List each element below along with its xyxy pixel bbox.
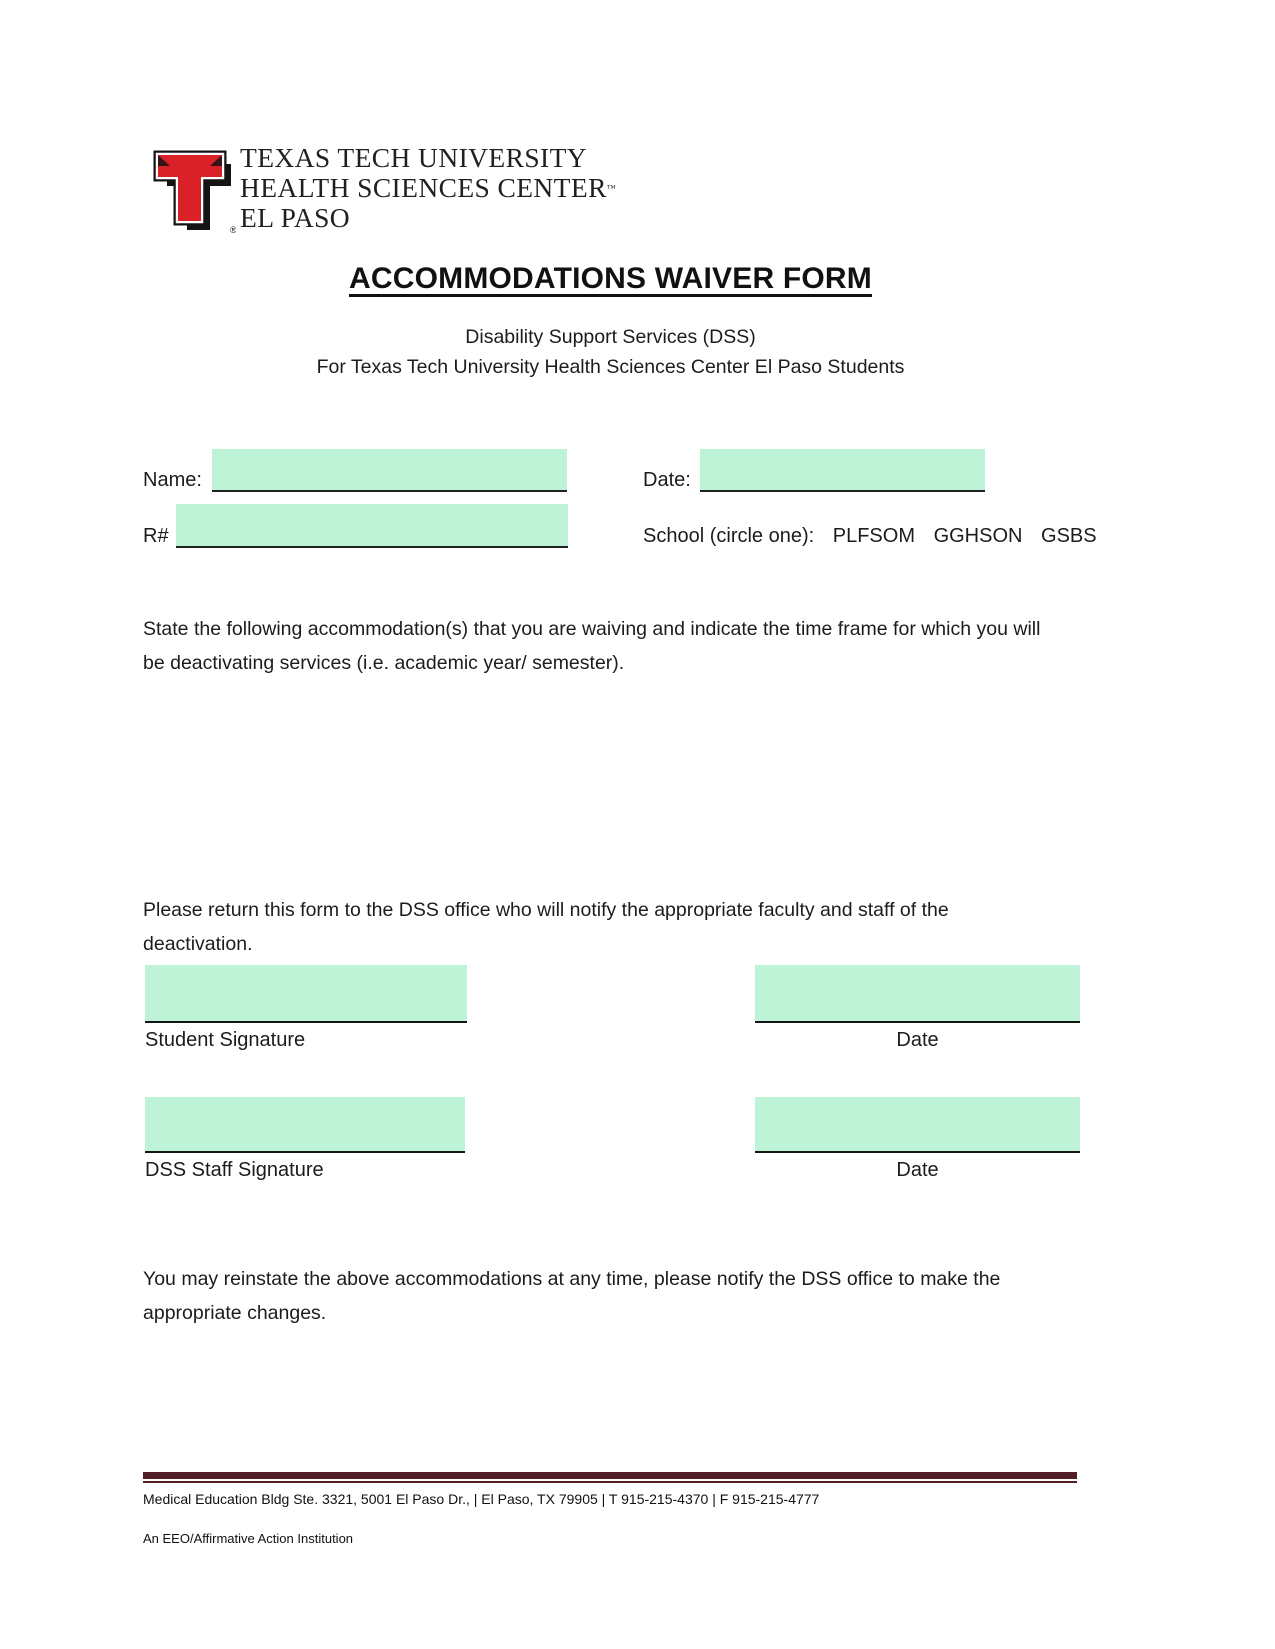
- wordmark-line-1: TEXAS TECH UNIVERSITY: [240, 142, 588, 173]
- staff-signature-field[interactable]: [145, 1097, 465, 1153]
- staff-date-field[interactable]: [755, 1097, 1080, 1153]
- footer-eeo-note: An EEO/Affirmative Action Institution: [143, 1531, 354, 1546]
- trademark-symbol: ™: [606, 183, 616, 193]
- name-field[interactable]: [212, 449, 567, 492]
- wordmark-line-2: HEALTH SCIENCES CENTER™: [240, 172, 616, 203]
- date-field[interactable]: [700, 449, 985, 492]
- staff-signature-label: DSS Staff Signature: [145, 1159, 324, 1181]
- date-label: Date:: [643, 469, 691, 491]
- double-t-logo: [146, 145, 236, 239]
- school-label: School (circle one):: [643, 525, 815, 547]
- school-option-plfsom[interactable]: PLFSOM: [832, 525, 915, 547]
- wordmark-line-3: EL PASO: [240, 202, 351, 233]
- student-date-label: Date: [896, 1029, 939, 1051]
- footer-rule-thick: [143, 1472, 1077, 1479]
- school-option-gsbs[interactable]: GSBS: [1041, 525, 1097, 547]
- school-row: [643, 525, 1097, 548]
- reinstate-paragraph: You may reinstate the above accommodations at any time, please notify the DSS office to make the appropriate changes.: [143, 1268, 1001, 1324]
- r-number-field[interactable]: [176, 504, 568, 548]
- student-date-field[interactable]: [755, 965, 1080, 1023]
- return-note-paragraph: Please return this form to the DSS office who will notify the appropriate faculty and staff of the deactivation.: [143, 899, 949, 955]
- school-option-gghson[interactable]: GGHSON: [933, 525, 1023, 547]
- staff-date-label: Date: [896, 1159, 939, 1181]
- instructions-paragraph: State the following accommodation(s) that you are waiving and indicate the time frame for which you will be deactivating services (i.e. academic year/ semester).: [143, 618, 1041, 674]
- name-label: Name:: [143, 469, 202, 491]
- student-signature-field[interactable]: [145, 965, 467, 1023]
- subtitle-students: For Texas Tech University Health Sciences Center El Paso Students: [316, 356, 905, 378]
- registered-mark: ®: [230, 225, 236, 235]
- page-title: ACCOMMODATIONS WAIVER FORM: [349, 262, 872, 295]
- footer-address: Medical Education Bldg Ste. 3321, 5001 El Paso Dr., | El Paso, TX 79905 | T 915-215-4370 | F 915-215-4777: [143, 1491, 820, 1507]
- student-signature-label: Student Signature: [145, 1029, 306, 1051]
- footer-rule: [143, 1472, 1077, 1483]
- institution-wordmark: [240, 143, 616, 233]
- subtitle-dss: Disability Support Services (DSS): [465, 326, 756, 348]
- footer-rule-thin: [143, 1481, 1077, 1483]
- r-number-label: R#: [143, 525, 169, 547]
- double-t-icon: [146, 145, 236, 239]
